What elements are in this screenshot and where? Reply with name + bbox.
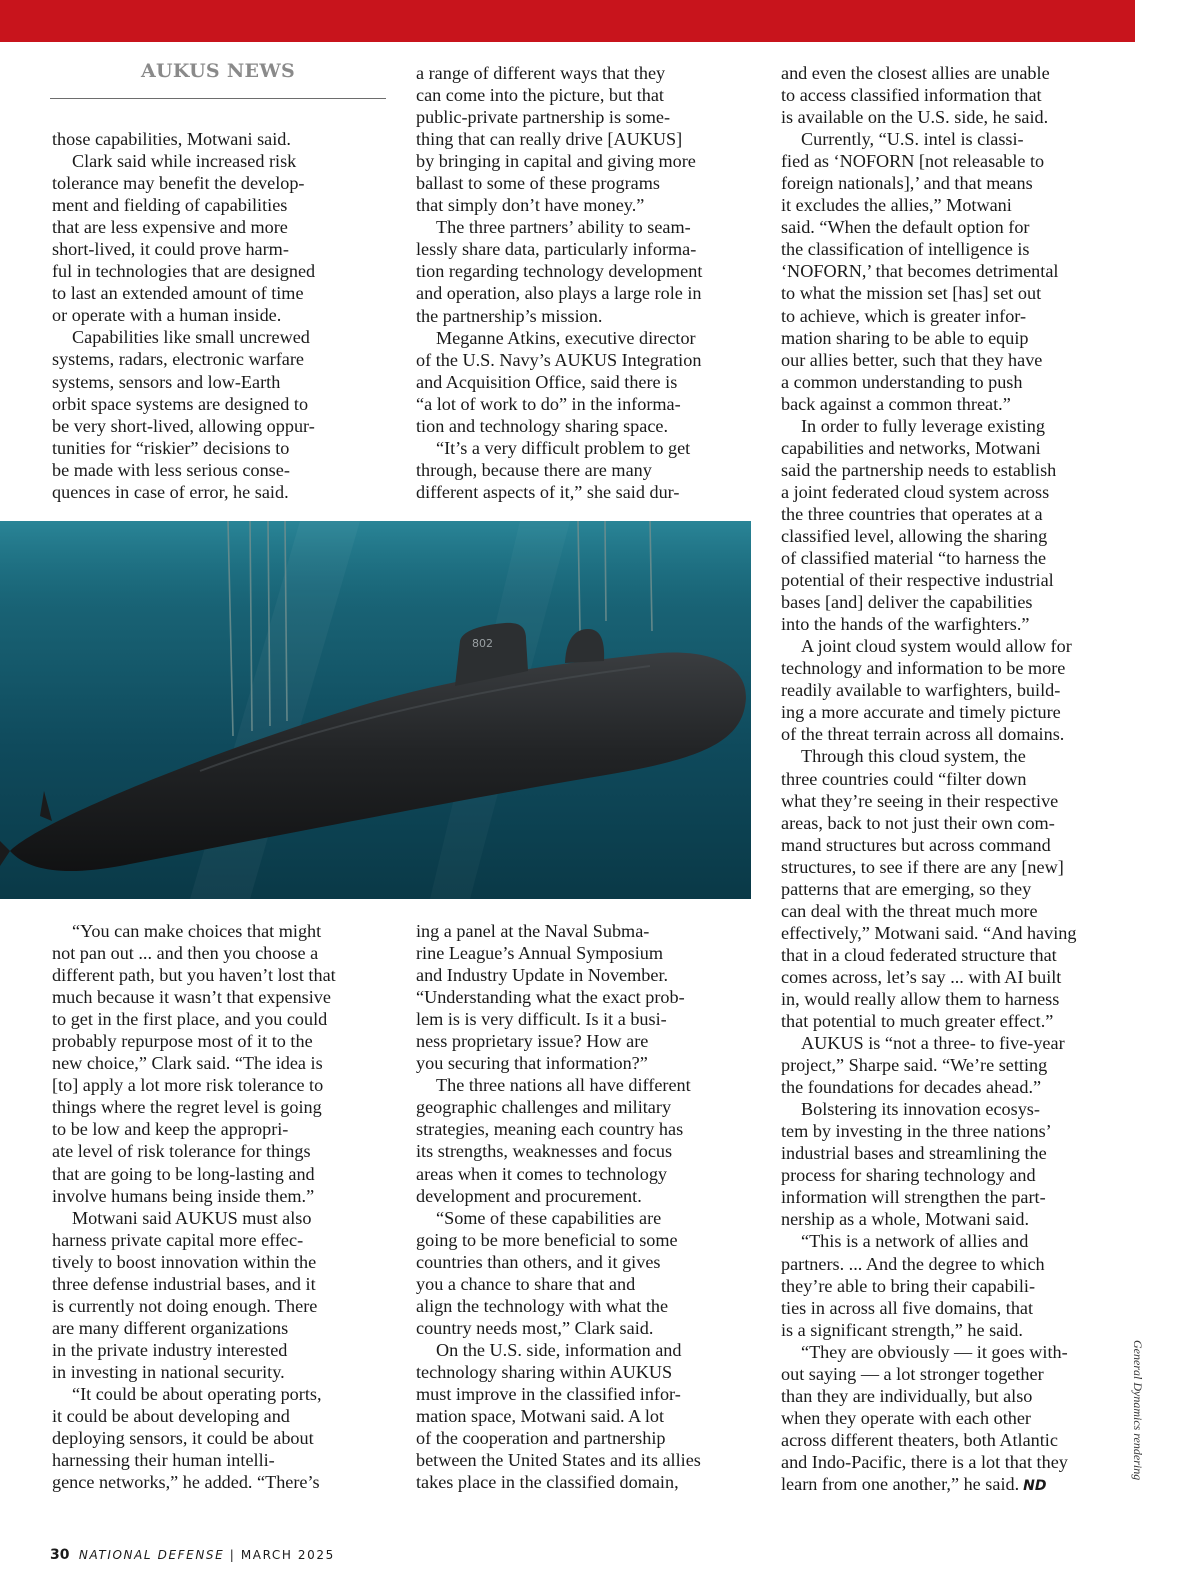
submarine-photo bbox=[0, 521, 751, 899]
article-column-1-top bbox=[52, 128, 388, 503]
section-divider bbox=[50, 98, 386, 99]
paragraph: AUKUS is “not a three- to five-year project,” Sharpe said. “We’re setting the foundations for decades ahead.” bbox=[781, 1033, 1065, 1098]
page-footer bbox=[50, 1547, 335, 1563]
paragraph: Meganne Atkins, executive director of the U.S. Navy’s AUKUS Integration and Acquisition Office, said there is “a lot of work to do” in the informa- tion and technology sharing space. bbox=[416, 327, 702, 436]
paragraph: those capabilities, Motwani said. bbox=[52, 129, 291, 149]
article-column-3 bbox=[781, 62, 1126, 1497]
paragraph: Currently, “U.S. intel is classi- fied as ‘NOFORN [not releasable to foreign nationals],’ and that means it excludes the allies,” Motwani said. “When the default option for the classification of intelligence is ‘NOFORN,’ that becomes detrimental to what the mission set [has] set out to achieve, which is greater infor- mation sharing to be able to equip our allies better, such that they have a common understanding to push back against a common threat.” bbox=[781, 129, 1059, 414]
article-column-2-bottom bbox=[416, 920, 756, 1493]
photo-credit: General Dynamics rendering bbox=[1131, 1340, 1145, 1481]
paragraph: In order to fully leverage existing capabilities and networks, Motwani said the partnership needs to establish a joint federated cloud system across the three countries that operates at a classified level, allowing the sharing of classified material “to harness the potential of their respective industrial bases [and] deliver the capabilities into the hands of the warfighters.” bbox=[781, 415, 1057, 635]
footer-separator: | bbox=[229, 1548, 236, 1562]
paragraph: Capabilities like small uncrewed systems, radars, electronic warfare systems, sensors and low-Earth orbit space systems are designed to be very short-lived, allowing oppur- tunities for “riskier” decisions to be made with less serious conse- quences in case of error, he said. bbox=[52, 327, 315, 502]
paragraph: The three partners’ ability to seam- lessly share data, particularly informa- tion regarding technology development and operation, also plays a large role in the partnership’s mission. bbox=[416, 217, 703, 326]
paragraph: “This is a network of allies and partners. ... And the degree to which they’re able to bring their capabili- ties in across all five domains, that is a significant strength,” he said. bbox=[781, 1231, 1045, 1340]
article-column-1-bottom bbox=[52, 920, 388, 1493]
paragraph: a range of different ways that they can come into the picture, but that public-private partnership is some- thing that can really drive [AUKUS] by bringing in capital and giving more ballast to some of these programs that simply don’t have money.” bbox=[416, 63, 696, 216]
paragraph: “Some of these capabilities are going to be more beneficial to some countries than others, and it gives you a chance to share that and align the technology with what the country needs most,” Clark said. bbox=[416, 1207, 678, 1338]
hull-number: 802 bbox=[472, 637, 493, 650]
paragraph: and even the closest allies are unable to access classified information that is available on the U.S. side, he said. bbox=[781, 63, 1050, 128]
end-mark: ND bbox=[1023, 1478, 1047, 1494]
paragraph-final bbox=[781, 1341, 1126, 1497]
issue-date: MARCH 2025 bbox=[240, 1548, 335, 1562]
paragraph: ing a panel at the Naval Subma- rine League’s Annual Symposium and Industry Update in November. “Understanding what the exact prob- lem is is very difficult. Is it a busi- ness proprietary issue? How are you securing that information?” bbox=[416, 921, 685, 1074]
paragraph-text: “They are obviously — it goes with- out saying — a lot stronger together than they are individually, but also when they operate with each other across different theaters, both Atlantic and Indo-Pacific, there is a lot that they learn from one another,” he said. bbox=[781, 1341, 1068, 1494]
paragraph: Bolstering its innovation ecosys- tem by investing in the three nations’ industrial bases and streamlining the process for sharing technology and information will strengthen the part- nership as a whole, Motwani said. bbox=[781, 1099, 1052, 1230]
paragraph: Clark said while increased risk tolerance may benefit the develop- ment and fielding of capabilities that are less expensive and more short-lived, it could prove harm- ful in technologies that are designed to last an extended amount of time or operate with a human inside. bbox=[52, 151, 316, 326]
paragraph: The three nations all have different geographic challenges and military strategies, meaning each country has its strengths, weaknesses and focus areas when it comes to technology development and procurement. bbox=[416, 1075, 691, 1206]
paragraph: “You can make choices that might not pan out ... and then you choose a different path, but you haven’t lost that much because it wasn’t that expensive to get in the first place, and you could probably repurpose most of it to the new choice,” Clark said. “The idea is [to] apply a lot more risk tolerance to things where the regret level is going to be low and keep the appropri- ate level of risk tolerance for things that are going to be long-lasting and involve humans being inside them.” bbox=[52, 921, 336, 1206]
paragraph: A joint cloud system would allow for technology and information to be more readily available to warfighters, build- ing a more accurate and timely picture of the threat terrain across all domains. bbox=[781, 636, 1072, 745]
paragraph: Motwani said AUKUS must also harness private capital more effec- tively to boost innovation within the three defense industrial bases, and it is currently not doing enough. There are many different organizations in the private industry interested in investing in national security. bbox=[52, 1207, 318, 1382]
page-number: 30 bbox=[50, 1547, 70, 1563]
paragraph: Through this cloud system, the three countries could “filter down what they’re seeing in their respective areas, back to not just their own com- mand structures but across command structures, to see if there are any [new] patterns that are emerging, so they can deal with the threat much more effectively,” Motwani said. “And having that in a cloud federated structure that comes across, let’s say ... with AI built in, would really allow them to harness that potential to much greater effect.” bbox=[781, 746, 1077, 1032]
paragraph: On the U.S. side, information and technology sharing within AUKUS must improve in the classified infor- mation space, Motwani said. A lot of the cooperation and partnership between the United States and its allies takes place in the classified domain, bbox=[416, 1339, 701, 1493]
article-column-2-top bbox=[416, 62, 756, 503]
publication-name: NATIONAL DEFENSE bbox=[78, 1548, 225, 1562]
submarine-illustration bbox=[0, 521, 751, 899]
section-heading: AUKUS NEWS bbox=[141, 60, 295, 82]
paragraph: “It could be about operating ports, it could be about developing and deploying sensors, it could be about harnessing their human intelli- gence networks,” he added. “There’s bbox=[52, 1383, 322, 1493]
paragraph: “It’s a very difficult problem to get through, because there are many different aspects of it,” she said dur- bbox=[416, 437, 691, 502]
top-red-bar bbox=[0, 0, 1135, 42]
